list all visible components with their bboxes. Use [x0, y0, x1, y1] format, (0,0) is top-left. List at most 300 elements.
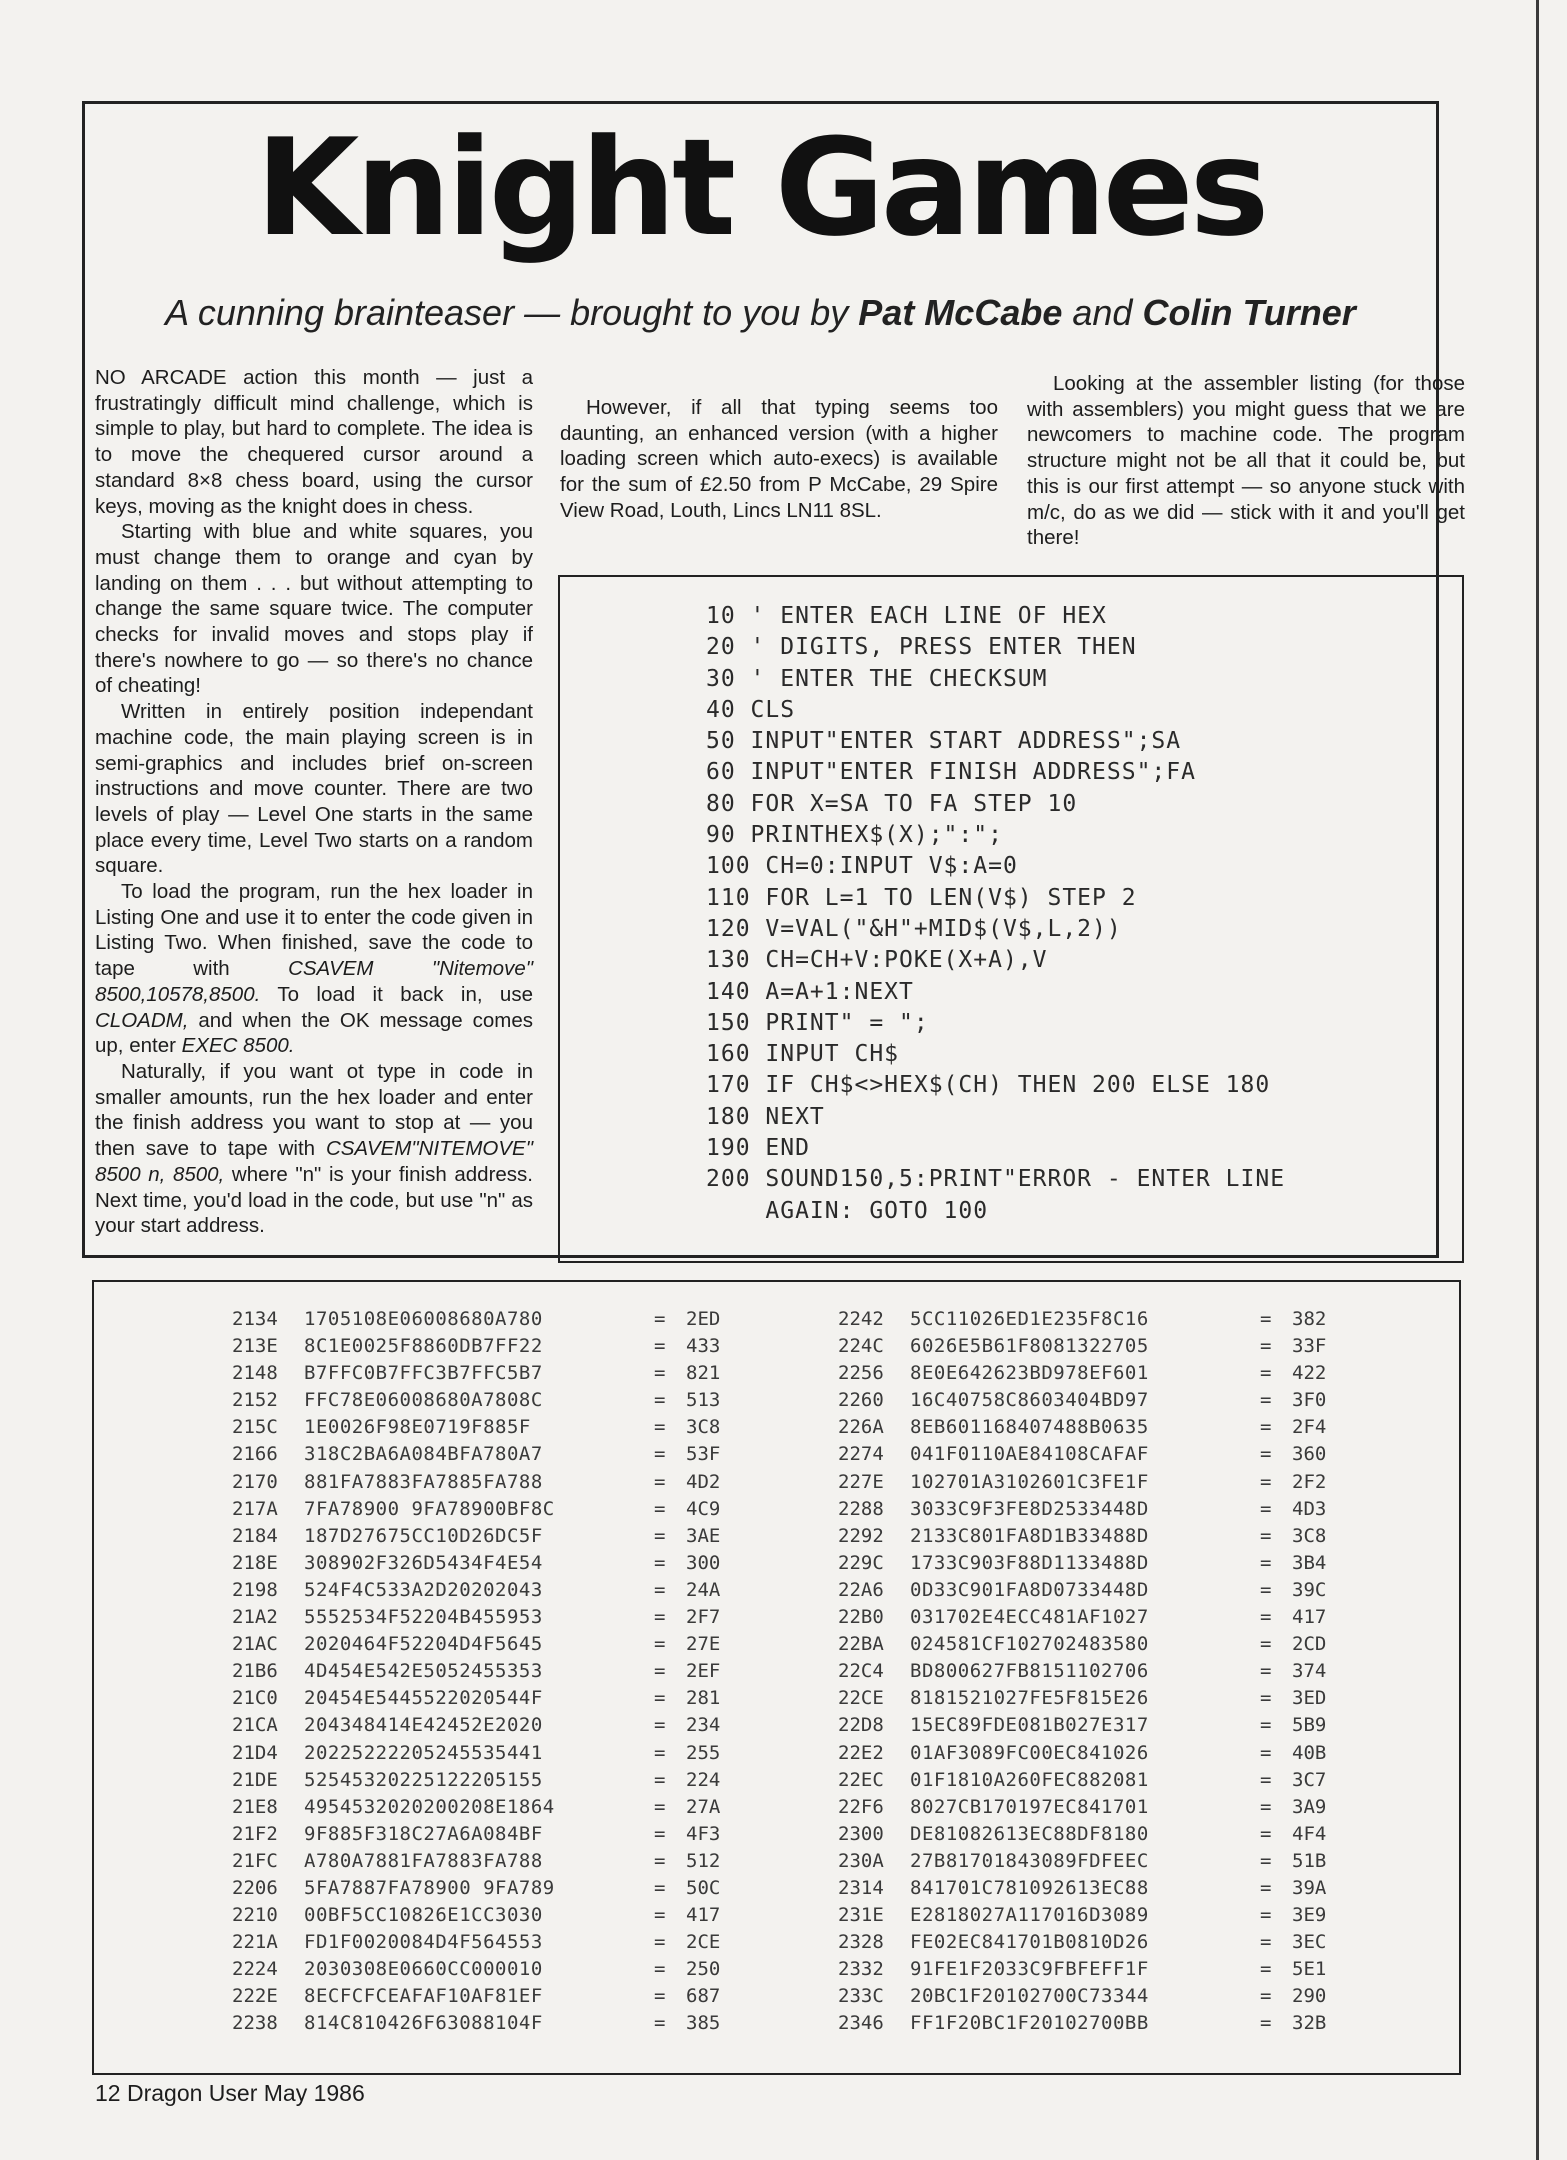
hex-data: DE81082613EC88DF8180	[910, 1822, 1149, 1845]
hex-checksum: 433	[686, 1335, 721, 1358]
hex-equals: =	[1260, 1389, 1272, 1412]
hex-row	[838, 1577, 1326, 1604]
hex-checksum: 24A	[686, 1578, 721, 1601]
hex-address: 21E8	[232, 1795, 278, 1818]
hex-row	[232, 1577, 720, 1604]
hex-checksum: 39A	[1292, 1876, 1327, 1899]
page-spine-line	[1536, 0, 1539, 2160]
hex-row	[232, 1658, 720, 1685]
p5-text-a: Naturally, if you want ot type in code in smaller amounts, run the hex loader and enter the finish address you want to stop at — you then save to tape with	[95, 1059, 533, 1161]
hex-address: 2328	[838, 1931, 884, 1954]
hex-address: 21CA	[232, 1714, 278, 1737]
hex-checksum: 2CD	[1292, 1633, 1327, 1656]
hex-data: 841701C781092613EC88	[910, 1876, 1149, 1899]
hex-row	[232, 1983, 720, 2010]
hex-address: 2242	[838, 1308, 884, 1330]
hex-checksum: 360	[1292, 1443, 1327, 1466]
subtitle-and: and	[1072, 292, 1133, 333]
hex-data: 20BC1F20102700C73344	[910, 1985, 1149, 2008]
hex-checksum: 250	[686, 1958, 721, 1981]
hex-row	[838, 1604, 1326, 1631]
code-line: 100 CH=0:INPUT V$:A=0	[706, 853, 1018, 880]
hex-data: 8E0E642623BD978EF601	[910, 1362, 1149, 1385]
hex-data: FF1F20BC1F20102700BB	[910, 2012, 1149, 2035]
hex-checksum: 4C9	[686, 1497, 721, 1520]
hex-equals: =	[654, 1551, 666, 1574]
hex-checksum: 687	[686, 1985, 721, 2008]
paragraph-7: Looking at the assembler listing (for those with assemblers) you might guess that we are newcomers to machine code. The program structure might not be all that it could be, but this is our first attempt — so anyone stuck with m/c, do as we did — stick with it and you'll get there!	[1027, 372, 1465, 550]
hex-row	[232, 1902, 720, 1929]
hex-data: 15EC89FDE081B027E317	[910, 1714, 1149, 1737]
hex-checksum: 3C8	[1292, 1524, 1327, 1547]
hex-address: 21C0	[232, 1687, 278, 1710]
hex-address: 21F2	[232, 1822, 278, 1845]
hex-equals: =	[1260, 1876, 1272, 1899]
code-line: 190 END	[706, 1135, 810, 1162]
hex-equals: =	[1260, 1687, 1272, 1710]
code-line: 110 FOR L=1 TO LEN(V$) STEP 2	[706, 884, 1137, 911]
hex-checksum: 3EC	[1292, 1931, 1327, 1954]
hex-data: 204348414E42452E2020	[304, 1714, 543, 1737]
hex-checksum: 2EF	[686, 1660, 721, 1683]
hex-address: 218E	[232, 1551, 278, 1574]
hex-equals: =	[1260, 1714, 1272, 1737]
hex-equals: =	[654, 1822, 666, 1845]
hex-data: 8C1E0025F8860DB7FF22	[304, 1335, 543, 1358]
hex-row	[232, 1333, 720, 1360]
hex-address: 2238	[232, 2012, 278, 2035]
hex-data: 4954532020200208E1864	[304, 1795, 555, 1818]
hex-equals: =	[1260, 1633, 1272, 1656]
p5-command-csavem: CSAVEM"NITEMOVE" 8500 n, 8500,	[95, 1137, 533, 1186]
hex-checksum: 300	[686, 1551, 721, 1574]
hex-row	[838, 1902, 1326, 1929]
paragraph-1: NO ARCADE action this month — just a frustratingly difficult mind challenge, which is simple to play, but hard to complete. The idea is to move the chequered cursor around a standard 8×8 chess board, using the cursor keys, moving as the knight does in chess.	[95, 366, 533, 518]
hex-checksum: 3ED	[1292, 1687, 1327, 1710]
hex-row	[838, 1387, 1326, 1414]
p4-command-csavem: CSAVEM "Nitemove" 8500,10578,8500.	[95, 957, 533, 1006]
hex-row	[232, 1469, 720, 1496]
hex-row	[838, 1496, 1326, 1523]
hex-row	[232, 2010, 720, 2037]
hex-data: 102701A3102601C3FE1F	[910, 1470, 1149, 1493]
p4-command-cloadm: CLOADM,	[95, 1008, 189, 1032]
hex-data: 91FE1F2033C9FBFEFF1F	[910, 1958, 1149, 1981]
hex-checksum: 5E1	[1292, 1958, 1327, 1981]
hex-address: 230A	[838, 1849, 884, 1872]
hex-checksum: 3C8	[686, 1416, 721, 1439]
hex-equals: =	[1260, 1931, 1272, 1954]
hex-equals: =	[654, 1416, 666, 1439]
code-line: 40 CLS	[706, 696, 796, 723]
hex-equals: =	[654, 1308, 666, 1330]
hex-address: 22E2	[838, 1741, 884, 1764]
hex-row	[232, 1929, 720, 1956]
hex-checksum: 2ED	[686, 1308, 721, 1330]
p4-text-a: To load the program, run the hex loader in Listing One and use it to enter the code given in Listing Two. When finished, save the code to tape with	[95, 880, 533, 981]
hex-equals: =	[654, 1768, 666, 1791]
hex-address: 2206	[232, 1876, 278, 1899]
hex-equals: =	[654, 1876, 666, 1899]
hex-row	[838, 1794, 1326, 1821]
hex-address: 2260	[838, 1389, 884, 1412]
hex-row	[838, 1360, 1326, 1387]
text-column-2	[560, 367, 998, 524]
hex-checksum: 385	[686, 2012, 721, 2035]
article-subtitle	[82, 292, 1439, 334]
hex-equals: =	[1260, 1578, 1272, 1601]
hex-row	[232, 1740, 720, 1767]
hex-row	[838, 1333, 1326, 1360]
hex-row	[232, 1604, 720, 1631]
hex-row	[838, 1550, 1326, 1577]
hex-address: 2224	[232, 1958, 278, 1981]
hex-row	[232, 1360, 720, 1387]
hex-row	[232, 1685, 720, 1712]
hex-checksum: 39C	[1292, 1578, 1327, 1601]
hex-data: 27B81701843089FDFEEC	[910, 1849, 1149, 1872]
code-line: 120 V=VAL("&H"+MID$(V$,L,2))	[706, 915, 1122, 942]
hex-data: 8027CB170197EC841701	[910, 1795, 1149, 1818]
hex-address: 22EC	[838, 1768, 884, 1791]
text-column-1	[95, 365, 533, 1239]
hex-equals: =	[1260, 1551, 1272, 1574]
hex-checksum: 27E	[686, 1633, 721, 1656]
listing-two-box	[92, 1280, 1461, 2075]
hex-checksum: 33F	[1292, 1335, 1327, 1358]
hex-row	[838, 1306, 1326, 1333]
hex-data: FD1F0020084D4F564553	[304, 1931, 543, 1954]
hex-equals: =	[654, 1958, 666, 1981]
hex-data: 1705108E06008680A780	[304, 1308, 543, 1330]
text-column-3	[1027, 371, 1465, 551]
code-line: 140 A=A+1:NEXT	[706, 978, 914, 1005]
listing-one-code	[706, 601, 1285, 1227]
hex-equals: =	[654, 1606, 666, 1629]
hex-equals: =	[654, 1362, 666, 1385]
hex-address: 213E	[232, 1335, 278, 1358]
hex-row	[232, 1523, 720, 1550]
page-footer: 12 Dragon User May 1986	[95, 2080, 365, 2106]
hex-address: 2198	[232, 1578, 278, 1601]
code-line: 170 IF CH$<>HEX$(CH) THEN 200 ELSE 180	[706, 1072, 1271, 1099]
p4-text-c: and when the OK message comes up, enter	[95, 1008, 533, 1058]
hex-checksum: 2F7	[686, 1606, 721, 1629]
hex-equals: =	[1260, 1849, 1272, 1872]
hex-checksum: 512	[686, 1849, 721, 1872]
hex-equals: =	[654, 1985, 666, 2008]
code-line: AGAIN: GOTO 100	[706, 1197, 989, 1224]
hex-data: 187D27675CC10D26DC5F	[304, 1524, 543, 1547]
hex-data: 9F885F318C27A6A084BF	[304, 1822, 543, 1845]
hex-column-right	[838, 1306, 1326, 2038]
hex-checksum: 417	[686, 1904, 721, 1927]
hex-address: 2314	[838, 1876, 884, 1899]
hex-row	[838, 2010, 1326, 2037]
hex-address: 21A2	[232, 1606, 278, 1629]
hex-data: 5FA7887FA78900 9FA789	[304, 1876, 555, 1899]
hex-row	[232, 1794, 720, 1821]
paragraph-5-start	[95, 1059, 533, 1239]
hex-equals: =	[654, 1443, 666, 1466]
hex-address: 2152	[232, 1389, 278, 1412]
hex-checksum: 422	[1292, 1362, 1327, 1385]
hex-data: 5CC11026ED1E235F8C16	[910, 1308, 1149, 1330]
hex-equals: =	[1260, 1985, 1272, 2008]
hex-equals: =	[654, 1524, 666, 1547]
hex-row	[232, 1306, 720, 1333]
paragraph-6: However, if all that typing seems too daunting, an enhanced version (with a higher loading screen which auto-execs) is available for the sum of £2.50 from P McCabe, 29 Spire View Road, Louth, Lincs LN11 8SL.	[560, 396, 998, 522]
hex-address: 22F6	[838, 1795, 884, 1818]
hex-data: 8ECFCFCEAFAF10AF81EF	[304, 1985, 543, 2008]
hex-equals: =	[1260, 1958, 1272, 1981]
hex-data: 024581CF102702483580	[910, 1633, 1149, 1656]
hex-data: 6026E5B61F8081322705	[910, 1335, 1149, 1358]
hex-data: 01AF3089FC00EC841026	[910, 1741, 1149, 1764]
hex-equals: =	[1260, 1443, 1272, 1466]
hex-checksum: 3E9	[1292, 1904, 1327, 1927]
hex-equals: =	[654, 1931, 666, 1954]
hex-checksum: 255	[686, 1741, 721, 1764]
hex-data: FFC78E06008680A7808C	[304, 1389, 543, 1412]
code-line: 200 SOUND150,5:PRINT"ERROR - ENTER LINE	[706, 1166, 1286, 1193]
hex-equals: =	[654, 1849, 666, 1872]
hex-equals: =	[654, 1904, 666, 1927]
hex-address: 231E	[838, 1904, 884, 1927]
hex-equals: =	[1260, 1308, 1272, 1330]
hex-equals: =	[654, 1714, 666, 1737]
hex-checksum: 51B	[1292, 1849, 1327, 1872]
hex-equals: =	[654, 1633, 666, 1656]
hex-data: 8EB601168407488B0635	[910, 1416, 1149, 1439]
hex-address: 22BA	[838, 1633, 884, 1656]
hex-address: 2148	[232, 1362, 278, 1385]
hex-address: 22A6	[838, 1578, 884, 1601]
code-line: 10 ' ENTER EACH LINE OF HEX	[706, 603, 1107, 629]
hex-data: BD800627FB8151102706	[910, 1660, 1149, 1683]
hex-row	[838, 1441, 1326, 1468]
hex-row	[838, 1929, 1326, 1956]
code-line: 80 FOR X=SA TO FA STEP 10	[706, 790, 1078, 817]
hex-data: 20225222205245535441	[304, 1741, 543, 1764]
hex-row	[232, 1414, 720, 1441]
hex-row	[838, 1685, 1326, 1712]
hex-data: 524F4C533A2D20202043	[304, 1578, 543, 1601]
hex-data: 308902F326D5434F4E54	[304, 1551, 543, 1574]
hex-equals: =	[1260, 1660, 1272, 1683]
hex-address: 2166	[232, 1443, 278, 1466]
hex-address: 224C	[838, 1335, 884, 1358]
hex-checksum: 4D3	[1292, 1497, 1327, 1520]
hex-address: 2288	[838, 1497, 884, 1520]
hex-row	[838, 1848, 1326, 1875]
hex-equals: =	[1260, 1768, 1272, 1791]
hex-address: 2274	[838, 1443, 884, 1466]
hex-address: 229C	[838, 1551, 884, 1574]
hex-address: 215C	[232, 1416, 278, 1439]
hex-row	[232, 1956, 720, 1983]
hex-row	[838, 1469, 1326, 1496]
hex-row	[838, 1658, 1326, 1685]
hex-address: 2170	[232, 1470, 278, 1493]
code-line: 50 INPUT"ENTER START ADDRESS";SA	[706, 728, 1182, 755]
hex-address: 2134	[232, 1308, 278, 1330]
hex-address: 2292	[838, 1524, 884, 1547]
hex-row	[232, 1848, 720, 1875]
hex-row	[838, 1740, 1326, 1767]
hex-row	[232, 1496, 720, 1523]
hex-equals: =	[654, 1660, 666, 1683]
hex-address: 22D8	[838, 1714, 884, 1737]
hex-checksum: 27A	[686, 1795, 721, 1818]
author-2: Colin Turner	[1142, 292, 1356, 333]
hex-address: 233C	[838, 1985, 884, 2008]
hex-equals: =	[1260, 1795, 1272, 1818]
hex-data: 2020464F52204D4F5645	[304, 1633, 543, 1656]
hex-equals: =	[1260, 2012, 1272, 2035]
hex-equals: =	[654, 1389, 666, 1412]
code-line: 150 PRINT" = ";	[706, 1009, 929, 1036]
hex-row	[838, 1956, 1326, 1983]
hex-address: 21DE	[232, 1768, 278, 1791]
hex-data: 00BF5CC10826E1CC3030	[304, 1904, 543, 1927]
hex-row	[232, 1712, 720, 1739]
hex-data: 041F0110AE84108CAFAF	[910, 1443, 1149, 1466]
hex-checksum: 3A9	[1292, 1795, 1327, 1818]
hex-checksum: 234	[686, 1714, 721, 1737]
hex-row	[232, 1875, 720, 1902]
code-line: 90 PRINTHEX$(X);":";	[706, 822, 1003, 849]
hex-equals: =	[654, 1741, 666, 1764]
hex-equals: =	[1260, 1606, 1272, 1629]
hex-checksum: 224	[686, 1768, 721, 1791]
hex-row	[838, 1767, 1326, 1794]
hex-row	[232, 1441, 720, 1468]
hex-equals: =	[654, 1578, 666, 1601]
hex-data: 01F1810A260FEC882081	[910, 1768, 1149, 1791]
hex-checksum: 281	[686, 1687, 721, 1710]
hex-address: 22B0	[838, 1606, 884, 1629]
hex-checksum: 53F	[686, 1443, 721, 1466]
hex-address: 22C4	[838, 1660, 884, 1683]
hex-column-left	[232, 1306, 720, 2038]
hex-data: 318C2BA6A084BFA780A7	[304, 1443, 543, 1466]
hex-data: 2030308E0660CC000010	[304, 1958, 543, 1981]
p4-text-b: To load it back in, use	[277, 982, 533, 1006]
hex-data: 4D454E542E5052455353	[304, 1660, 543, 1683]
hex-data: E2818027A117016D3089	[910, 1904, 1149, 1927]
hex-checksum: 3F0	[1292, 1389, 1327, 1412]
hex-checksum: 4F4	[1292, 1822, 1327, 1845]
hex-checksum: 2CE	[686, 1931, 721, 1954]
hex-equals: =	[654, 1795, 666, 1818]
hex-address: 2332	[838, 1958, 884, 1981]
hex-address: 2256	[838, 1362, 884, 1385]
hex-checksum: 32B	[1292, 2012, 1327, 2035]
hex-address: 21D4	[232, 1741, 278, 1764]
hex-equals: =	[1260, 1470, 1272, 1493]
hex-data: 1733C903F88D1133488D	[910, 1551, 1149, 1574]
code-line: 30 ' ENTER THE CHECKSUM	[706, 665, 1048, 692]
hex-data: 7FA78900 9FA78900BF8C	[304, 1497, 555, 1520]
hex-address: 222E	[232, 1985, 278, 2008]
hex-checksum: 374	[1292, 1660, 1327, 1683]
hex-equals: =	[1260, 1524, 1272, 1547]
hex-checksum: 2F4	[1292, 1416, 1327, 1439]
hex-checksum: 3B4	[1292, 1551, 1327, 1574]
paragraph-3: Written in entirely position independant machine code, the main playing screen is in semi-graphics and includes brief on-screen instructions and move counter. There are two levels of play — Level One starts in the same place every time, Level Two starts on a random square.	[95, 700, 533, 878]
hex-equals: =	[1260, 1416, 1272, 1439]
subtitle-lead: A cunning brainteaser — brought to you by	[165, 292, 849, 333]
hex-equals: =	[1260, 1335, 1272, 1358]
listing-one-box	[558, 575, 1464, 1263]
hex-data: 1E0026F98E0719F885F	[304, 1416, 531, 1439]
hex-row	[838, 1414, 1326, 1441]
code-line: 180 NEXT	[706, 1103, 825, 1130]
hex-address: 21FC	[232, 1849, 278, 1872]
hex-equals: =	[654, 1497, 666, 1520]
paragraph-4	[95, 879, 533, 1059]
hex-row	[838, 1631, 1326, 1658]
paragraph-2: Starting with blue and white squares, you must change them to orange and cyan by landing on them . . . but without attempting to change the same square twice. The computer checks for invalid moves and stops play if there's nowhere to go — so there's no chance of cheating!	[95, 520, 533, 698]
hex-equals: =	[1260, 1362, 1272, 1385]
hex-data: 031702E4ECC481AF1027	[910, 1606, 1149, 1629]
hex-address: 221A	[232, 1931, 278, 1954]
hex-checksum: 513	[686, 1389, 721, 1412]
hex-checksum: 4F3	[686, 1822, 721, 1845]
hex-address: 2300	[838, 1822, 884, 1845]
hex-address: 2346	[838, 2012, 884, 2035]
hex-data: 5552534F52204B455953	[304, 1606, 543, 1629]
hex-equals: =	[1260, 1904, 1272, 1927]
code-line: 160 INPUT CH$	[706, 1041, 900, 1068]
hex-address: 2210	[232, 1904, 278, 1927]
hex-equals: =	[654, 1470, 666, 1493]
hex-checksum: 5B9	[1292, 1714, 1327, 1737]
hex-row	[232, 1631, 720, 1658]
hex-row	[232, 1387, 720, 1414]
hex-row	[838, 1821, 1326, 1848]
hex-data: A780A7881FA7883FA788	[304, 1849, 543, 1872]
hex-address: 21B6	[232, 1660, 278, 1683]
hex-address: 226A	[838, 1416, 884, 1439]
code-line: 20 ' DIGITS, PRESS ENTER THEN	[706, 634, 1137, 661]
hex-address: 227E	[838, 1470, 884, 1493]
hex-data: 16C40758C8603404BD97	[910, 1389, 1149, 1412]
hex-address: 2184	[232, 1524, 278, 1547]
hex-row	[232, 1767, 720, 1794]
hex-row	[232, 1821, 720, 1848]
p4-command-exec: EXEC 8500.	[181, 1034, 295, 1058]
hex-data: FE02EC841701B0810D26	[910, 1931, 1149, 1954]
hex-checksum: 290	[1292, 1985, 1327, 2008]
hex-checksum: 40B	[1292, 1741, 1327, 1764]
hex-data: 8181521027FE5F815E26	[910, 1687, 1149, 1710]
hex-data: 814C810426F63088104F	[304, 2012, 543, 2035]
hex-address: 217A	[232, 1497, 278, 1520]
hex-checksum: 4D2	[686, 1470, 721, 1493]
hex-row	[838, 1983, 1326, 2010]
article-title: Knight Games	[255, 110, 1266, 266]
hex-checksum: 3AE	[686, 1524, 721, 1547]
hex-checksum: 417	[1292, 1606, 1327, 1629]
hex-data: 20454E5445522020544F	[304, 1687, 543, 1710]
hex-equals: =	[1260, 1497, 1272, 1520]
hex-data: 3033C9F3FE8D2533448D	[910, 1497, 1149, 1520]
author-1: Pat McCabe	[858, 292, 1063, 333]
hex-checksum: 382	[1292, 1308, 1327, 1330]
hex-equals: =	[1260, 1741, 1272, 1764]
